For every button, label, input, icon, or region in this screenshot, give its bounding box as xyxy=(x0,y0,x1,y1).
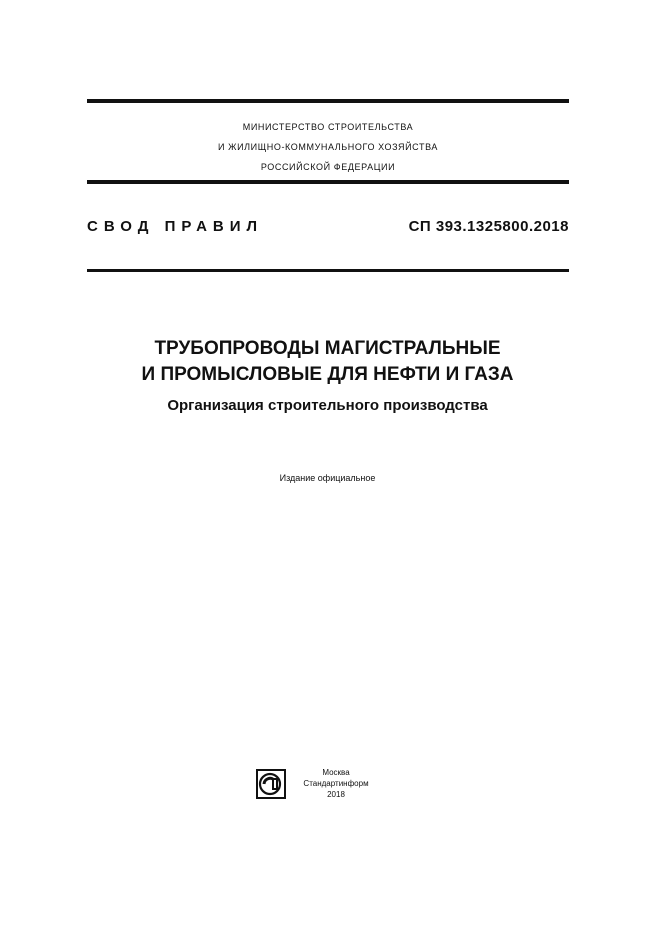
top-rule xyxy=(87,99,569,103)
publisher-city: Москва xyxy=(322,768,350,777)
ministry-line-2: И ЖИЛИЩНО-КОММУНАЛЬНОГО ХОЗЯЙСТВА xyxy=(217,142,438,152)
document-subtitle: Организация строительного производства xyxy=(167,397,488,414)
ministry-header xyxy=(87,117,569,177)
code-bottom-rule xyxy=(87,269,569,272)
publisher-year: 2018 xyxy=(327,790,345,799)
code-number: СП 393.1325800.2018 xyxy=(408,218,569,235)
ministry-bottom-rule xyxy=(87,180,569,184)
standartinform-logo-icon xyxy=(256,769,286,799)
publisher-name: Стандартинформ xyxy=(303,779,369,788)
title-line-2: И ПРОМЫСЛОВЫЕ ДЛЯ НЕФТИ И ГАЗА xyxy=(141,364,514,385)
title-line-1: ТРУБОПРОВОДЫ МАГИСТРАЛЬНЫЕ xyxy=(154,338,501,359)
publisher-block xyxy=(296,767,376,800)
ministry-line-1: МИНИСТЕРСТВО СТРОИТЕЛЬСТВА xyxy=(242,122,414,132)
ministry-line-3: РОССИЙСКОЙ ФЕДЕРАЦИИ xyxy=(260,162,396,172)
code-label: СВОД ПРАВИЛ xyxy=(87,218,264,235)
document-title xyxy=(60,336,595,388)
edition-note: Издание официальное xyxy=(279,473,376,483)
